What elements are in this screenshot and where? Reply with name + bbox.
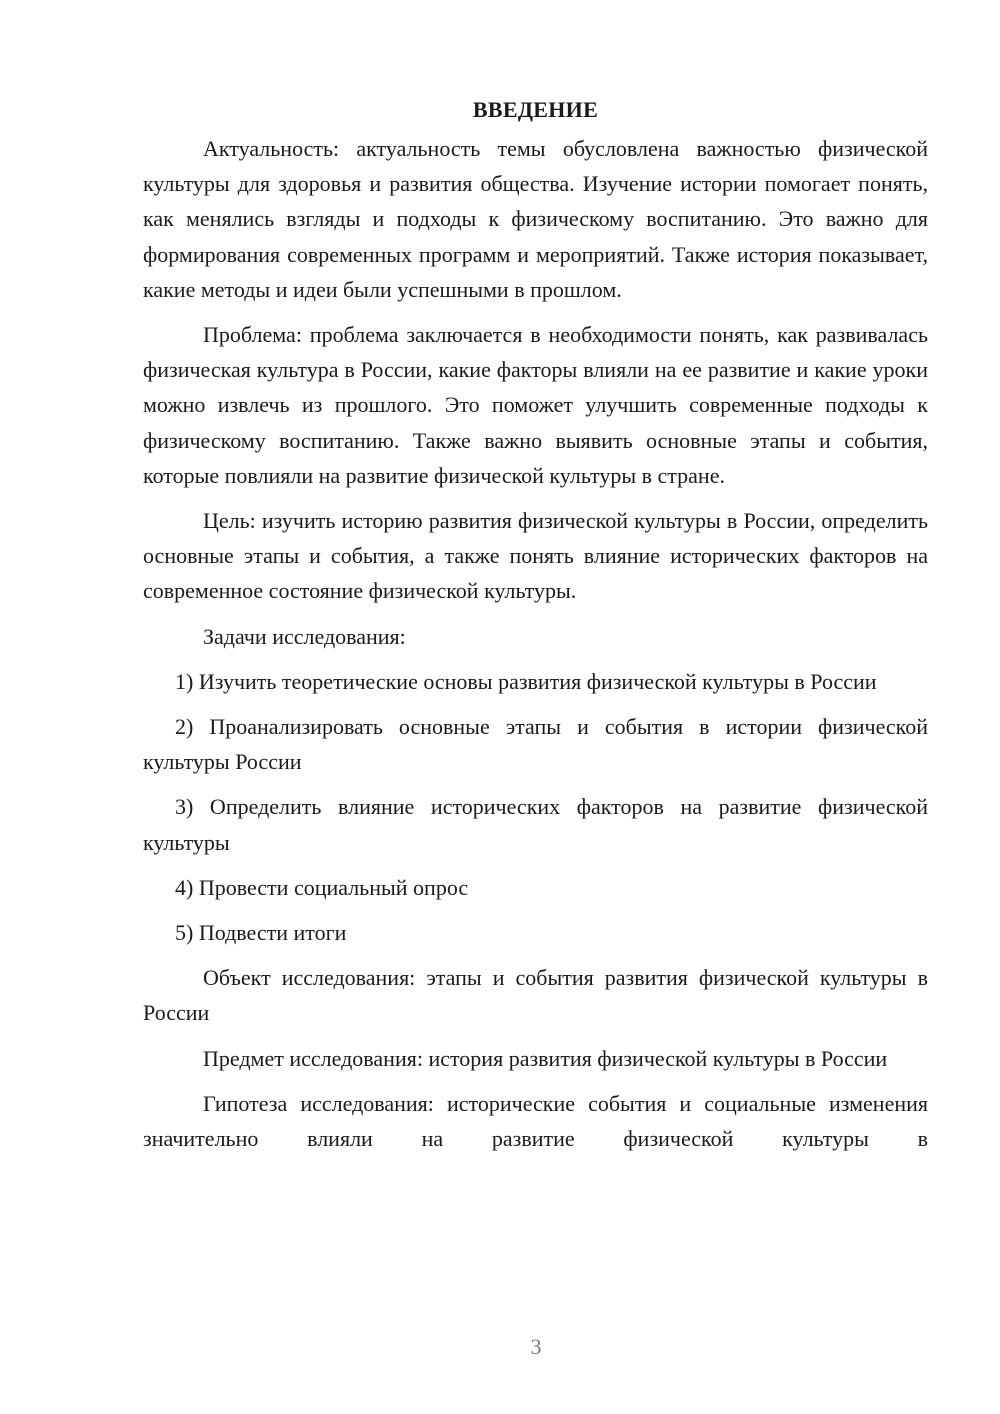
task-item-2: 2) Проанализировать основные этапы и события в истории физической культуры России: [143, 714, 928, 775]
task-item-1: 1) Изучить теоретические основы развития физической культуры в России: [175, 668, 877, 694]
document-page: [143, 92, 928, 1166]
subject-paragraph: Предмет исследования: история развития физической культуры в России: [203, 1045, 888, 1071]
problem-paragraph: Проблема: проблема заключается в необходимости понять, как развивалась физическая культура в России, какие факторы влияли на ее развитие и какие уроки можно извлечь из прошлого. Это поможет улучшить современные подходы к физическому воспитанию. Также важно выявить основные этапы и события, которые повлияли на развитие физической культуры в стране.: [143, 322, 928, 488]
task-item-4: 4) Провести социальный опрос: [175, 874, 469, 900]
object-paragraph: Объект исследования: этапы и события развития физической культуры в России: [143, 965, 928, 1026]
hypothesis-paragraph: Гипотеза исследования: исторические события и социальные изменения значительно влияли на развитие физической культуры в: [143, 1090, 928, 1152]
tasks-heading: Задачи исследования:: [203, 623, 406, 649]
page-title: ВВЕДЕНИЕ: [472, 97, 599, 122]
task-item-5: 5) Подвести итоги: [175, 920, 347, 946]
page-number: 3: [530, 1334, 542, 1359]
relevance-paragraph: Актуальность: актуальность темы обусловлена важностью физической культуры для здоровья и развития общества. Изучение истории помогает понять, как менялись взгляды и подходы к физическому воспитанию. Это важно для формирования современных программ и мероприятий. Также история показывает, какие методы и идеи были успешными в прошлом.: [143, 136, 928, 302]
goal-paragraph: Цель: изучить историю развития физической культуры в России, определить основные этапы и события, а также понять влияние исторических факторов на современное состояние физической культуры.: [143, 508, 928, 604]
task-item-3: 3) Определить влияние исторических факторов на развитие физической культуры: [143, 794, 928, 855]
